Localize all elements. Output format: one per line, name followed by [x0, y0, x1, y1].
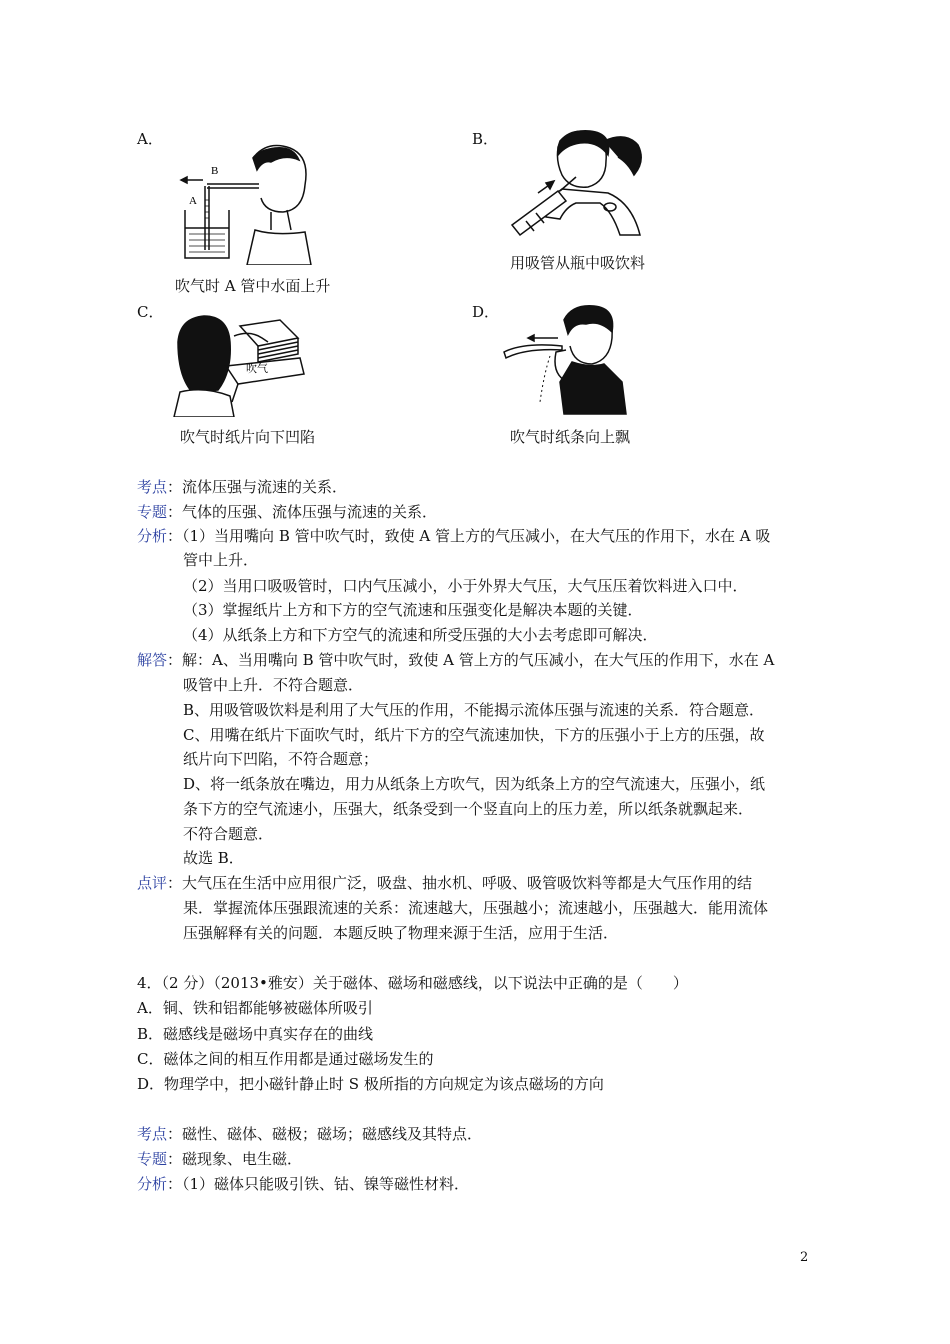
q3-kaodian: ：流体压强与流速的关系．	[167, 478, 348, 496]
option-c-letter: C．	[137, 303, 164, 321]
figure-d-paper-strip	[500, 302, 635, 417]
q4-zhuanti-line	[137, 1147, 302, 1171]
kaodian-label: 考点	[137, 478, 168, 496]
q3-dianping-a: ：大气压在生活中应用很广泛，吸盘、抽水机、呼吸、吸管吸饮料等都是大气压作用的结	[167, 874, 753, 892]
q3-jieda-1a: ：解：A、当用嘴向 B 管中吹气时，致使 A 管上方的气压减小，在大气压的作用下，水在 A	[167, 651, 775, 669]
q4-option-d: D．物理学中，把小磁针静止时 S 极所指的方向规定为该点磁场的方向	[137, 1075, 604, 1093]
dianping-label: 点评	[137, 874, 168, 892]
q3-jieda-4b: 条下方的空气流速小，压强大，纸条受到一个竖直向上的压力差，所以纸条就飘起来．	[183, 800, 754, 818]
q4-option-b: B．磁感线是磁场中真实存在的曲线	[137, 1025, 374, 1043]
q3-kaodian-line	[137, 475, 347, 499]
q4-option-c: C．磁体之间的相互作用都是通过磁场发生的	[137, 1050, 434, 1068]
q4-kaodian-line	[137, 1122, 482, 1146]
q3-jieda-4a: D、将一纸条放在嘴边，用力从纸条上方吹气，因为纸条上方的空气流速大，压强小，纸	[183, 775, 766, 793]
q3-fenxi-line	[137, 524, 770, 548]
zhuanti-label: 专题	[137, 1150, 168, 1168]
option-d-letter: D．	[472, 303, 500, 321]
q3-jieda-5: 故选 B．	[183, 849, 244, 867]
zhuanti-label: 专题	[137, 503, 168, 521]
q3-jieda-1b: 吸管中上升．不符合题意．	[183, 676, 364, 694]
q3-zhuanti: ：气体的压强、流体压强与流速的关系．	[167, 503, 438, 521]
q4-zhuanti: ：磁现象、电生磁．	[167, 1150, 303, 1168]
q3-fenxi-1b: 管中上升．	[183, 551, 259, 569]
q3-jieda-line	[137, 648, 774, 672]
q3-fenxi-3: （3）掌握纸片上方和下方的空气流速和压强变化是解决本题的关键．	[183, 601, 643, 619]
q3-jieda-3b: 纸片向下凹陷，不符合题意；	[183, 750, 379, 768]
q4-option-a: A．铜、铁和铝都能够被磁体所吸引	[137, 999, 373, 1017]
q4-stem: 4．（2 分）（2013•雅安）关于磁体、磁场和磁感线，以下说法中正确的是（ ）	[137, 974, 688, 992]
q3-fenxi-1a: ：（1）当用嘴向 B 管中吹气时，致使 A 管上方的气压减小，在大气压的作用下，水在 A 吸	[167, 527, 771, 545]
q4-fenxi: ：（1）磁体只能吸引铁、钴、镍等磁性材料．	[167, 1175, 470, 1193]
option-a-letter: A．	[137, 130, 163, 148]
option-c-caption: 吹气时纸片向下凹陷	[180, 428, 316, 446]
figure-c-blow-label: 吹气	[246, 363, 268, 375]
q3-dianping-c: 压强解释有关的问题．本题反映了物理来源于生活，应用于生活．	[183, 924, 619, 942]
q3-jieda-3a: C、用嘴在纸片下面吹气时，纸片下方的空气流速加快，下方的压强小于上方的压强，故	[183, 726, 765, 744]
fenxi-label: 分析	[137, 527, 168, 545]
figure-b-drink-bottle	[500, 127, 650, 242]
figure-a-blow-tube	[175, 140, 315, 265]
q3-jieda-2: B、用吸管吸饮料是利用了大气压的作用，不能揭示流体压强与流速的关系．符合题意．	[183, 701, 765, 719]
q3-dianping-line	[137, 871, 752, 895]
q4-fenxi-line	[137, 1172, 469, 1196]
q3-jieda-4c: 不符合题意．	[183, 825, 274, 843]
figure-a-label-a: A	[189, 195, 197, 207]
kaodian-label: 考点	[137, 1125, 168, 1143]
fenxi-label: 分析	[137, 1175, 168, 1193]
q4-kaodian: ：磁性、磁体、磁极；磁场；磁感线及其特点．	[167, 1125, 483, 1143]
option-a-caption: 吹气时 A 管中水面上升	[175, 277, 331, 295]
q3-fenxi-2: （2）当用口吸吸管时，口内气压减小，小于外界大气压，大气压压着饮料进入口中．	[183, 577, 748, 595]
figure-a-label-b: B	[211, 165, 219, 177]
option-b-letter: B．	[472, 130, 499, 148]
option-b-caption: 用吸管从瓶中吸饮料	[510, 254, 646, 272]
figure-c-paper-dent	[170, 312, 305, 417]
q3-fenxi-4: （4）从纸条上方和下方空气的流速和所受压强的大小去考虑即可解决．	[183, 626, 658, 644]
jieda-label: 解答	[137, 651, 168, 669]
option-d-caption: 吹气时纸条向上飘	[510, 428, 631, 446]
q3-zhuanti-line	[137, 500, 437, 524]
page-number: 2	[800, 1250, 809, 1265]
q3-dianping-b: 果．掌握流体压强跟流速的关系：流速越大，压强越小；流速越小，压强越大．能用流体	[183, 899, 769, 917]
